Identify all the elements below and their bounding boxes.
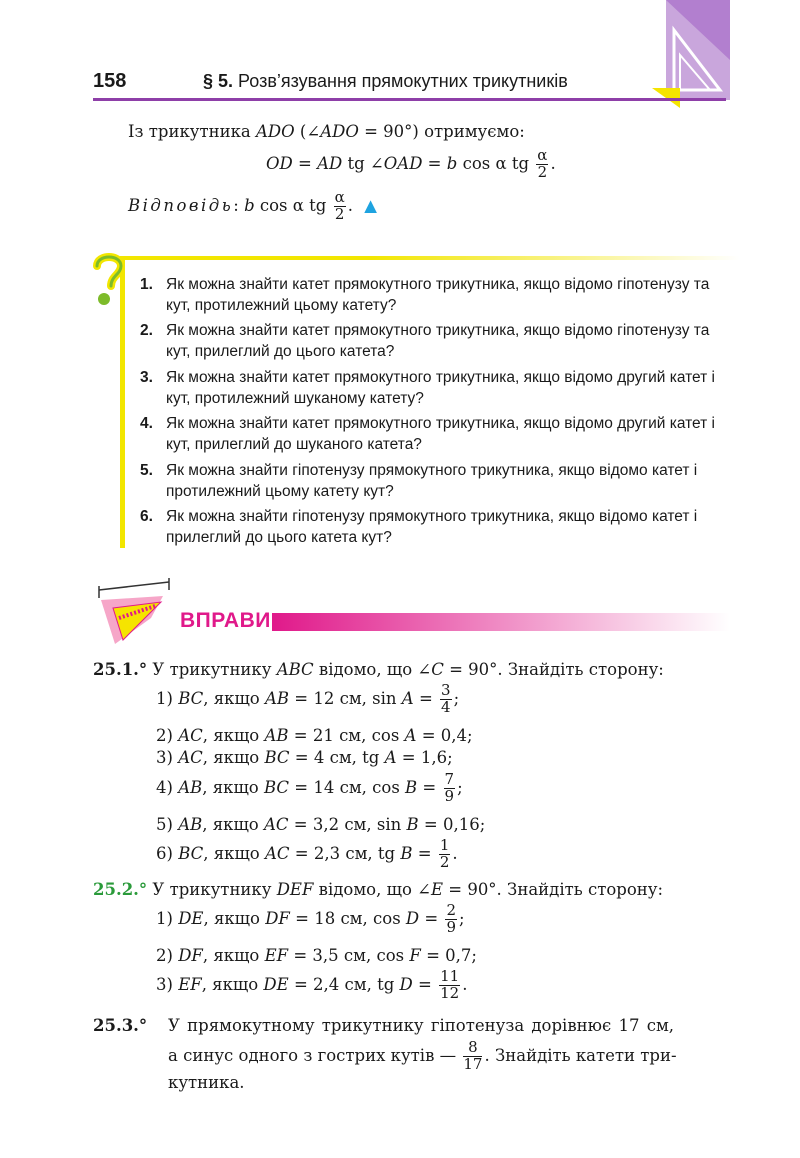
exercise-number: 25.2.° <box>93 880 148 899</box>
exercise-intro: 25.2.° У трикутнику DEF відомо, що ∠E = 90°. Знайдіть сторону: <box>93 880 664 899</box>
question-item: 4. Як можна знайти катет прямокутного трикутника, якщо відомо другий катет і кут, прилеглий до шуканого катета? <box>140 415 715 453</box>
fraction: $\frac{3}{4}$ <box>441 681 451 716</box>
exercise-number: 25.1.° <box>93 660 148 679</box>
solution-line-1: Із трикутника ADO (∠ADO = 90°) отримуємо: <box>128 122 525 141</box>
exercise-text-line: У прямокутному трикутнику гіпотенуза дорівнює 17 см, <box>168 1016 675 1035</box>
fraction: $\frac{1}{2}$ <box>439 836 450 871</box>
exercise-intro <box>93 1016 147 1035</box>
page-number: 158 <box>93 70 127 92</box>
exercises-heading: ВПРАВИ <box>180 609 271 632</box>
fraction: $\frac{\alpha}{2}$ <box>334 188 345 223</box>
corner-decoration <box>640 0 730 110</box>
exercise-text-line: а синус одного з гострих кутів — $\frac{8}{17}$ . Знайдіть катети три- <box>168 1038 677 1073</box>
question-item: 1. Як можна знайти катет прямокутного трикутника, якщо відомо гіпотенузу та кут, протилежний цьому катету? <box>140 276 710 314</box>
section-title: Розв’язування прямокутних трикутників <box>238 71 568 91</box>
solution-equation: OD = AD tg ∠OAD = b cos α tg $\frac{\alpha}{2}$ . <box>266 146 556 181</box>
exercise-number: 25.3.° <box>93 1016 148 1035</box>
fraction: $\frac{2}{9}$ <box>446 901 457 936</box>
fraction: $\frac{7}{9}$ <box>444 770 455 805</box>
fraction: $\frac{\alpha}{2}$ <box>537 146 548 181</box>
exercise-intro: 25.1.° У трикутнику ABC відомо, що ∠C = 90°. Знайдіть сторону: <box>93 660 664 679</box>
exercises-heading-bar <box>272 613 730 631</box>
exercise-subitem: 4) AB, якщо BC = 14 см, cos B = $\frac{7}{9}$ ; <box>156 770 463 805</box>
fraction: $\frac{8}{17}$ <box>463 1038 483 1073</box>
question-item: 3. Як можна знайти катет прямокутного трикутника, якщо відомо другий катет і кут, протилежний шуканому катету? <box>140 369 715 407</box>
question-item: 5. Як можна знайти гіпотенузу прямокутного трикутника, якщо відомо катет і протилежний цьому катету кут? <box>140 462 698 500</box>
exercise-text-line: кутника. <box>168 1073 245 1092</box>
exercise-subitem: 1) BC, якщо AB = 12 см, sin A = $\frac{3}{4}$ ; <box>156 681 460 716</box>
exercises-icon <box>93 578 183 648</box>
running-header <box>203 71 568 92</box>
questions-top-rule <box>120 256 740 260</box>
exercise-subitem: 5) AB, якщо AC = 3,2 см, sin B = 0,16; <box>156 815 486 834</box>
exercise-subitem: 3) EF, якщо DE = 2,4 см, tg D = $\frac{11}{12}$ . <box>156 967 468 1002</box>
end-of-solution-triangle: ▲ <box>364 195 377 215</box>
question-item: 6. Як можна знайти гіпотенузу прямокутного трикутника, якщо відомо катет і прилеглий до цього катета кут? <box>140 508 698 546</box>
answer-label: Відповідь <box>128 195 234 215</box>
question-mark-icon <box>93 252 125 312</box>
exercise-subitem: 6) BC, якщо AC = 2,3 см, tg B = $\frac{1}{2}$ . <box>156 836 458 871</box>
header-rule <box>93 98 726 101</box>
exercise-subitem: 1) DE, якщо DF = 18 см, cos D = $\frac{2}{9}$ ; <box>156 901 465 936</box>
answer-line: Відповідь: b cos α tg $\frac{\alpha}{2}$ . ▲ <box>128 188 377 223</box>
fraction: $\frac{11}{12}$ <box>440 967 460 1002</box>
exercise-subitem: 2) DF, якщо EF = 3,5 см, cos F = 0,7; <box>156 946 477 965</box>
exercise-subitem: 3) AC, якщо BC = 4 см, tg A = 1,6; <box>156 748 453 767</box>
section-label: § 5. <box>203 71 234 91</box>
exercise-subitem: 2) AC, якщо AB = 21 см, cos A = 0,4; <box>156 726 473 745</box>
question-item: 2. Як можна знайти катет прямокутного трикутника, якщо відомо гіпотенузу та кут, прилеглий до цього катета? <box>140 322 710 360</box>
